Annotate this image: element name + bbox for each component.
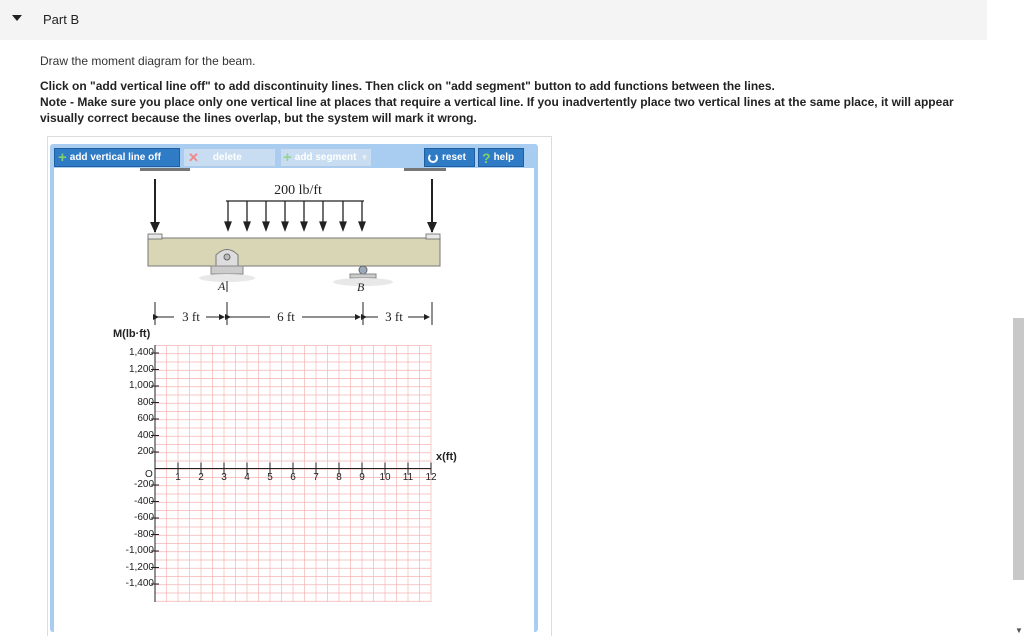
scroll-down-icon[interactable]: ▼	[1015, 626, 1023, 635]
y-tick-label: 600	[137, 413, 154, 424]
beam-end-plate-right	[426, 234, 440, 239]
instruction-click: Click on "add vertical line off" to add discontinuity lines. Then click on "add segment" button to add functions between the lines.	[40, 79, 775, 93]
x-axis-label: x(ft)	[436, 451, 457, 463]
y-tick-label: -1,200	[125, 561, 154, 573]
delete-x-icon: ✕	[188, 149, 199, 165]
y-tick-label: 400	[137, 429, 154, 441]
clipped-load-label-right	[404, 168, 446, 171]
y-tick-label: -200	[133, 479, 154, 490]
x-tick-label: 10	[379, 472, 391, 483]
help-question-icon: ?	[482, 149, 491, 166]
delete-label: delete	[212, 152, 242, 163]
y-tick-label: -400	[133, 495, 154, 507]
x-tick-label: 4	[244, 472, 250, 483]
x-tick-label: 8	[336, 472, 342, 483]
point-load-right-head	[427, 222, 437, 233]
instruction-text: Draw the moment diagram for the beam.	[40, 54, 256, 68]
dimension-label-1: 3 ft	[182, 309, 200, 324]
support-b-label: B	[357, 280, 365, 294]
page-scrollbar[interactable]	[1013, 318, 1024, 580]
beam-end-plate-left	[148, 234, 162, 239]
add-segment-label: add segment	[294, 152, 357, 163]
point-load-left-head	[150, 222, 160, 233]
reset-label: reset	[442, 152, 466, 163]
add-vertical-line-label: add vertical line off	[69, 152, 161, 163]
plus-icon: +	[58, 149, 67, 166]
y-tick-label: 1,000	[128, 380, 154, 391]
y-tick-label: -600	[133, 512, 154, 523]
y-tick-label: -1,400	[125, 578, 154, 589]
distributed-load-label: 200 lb/ft	[274, 183, 322, 198]
y-tick-label: 1,400	[128, 347, 154, 358]
x-tick-label: 6	[290, 472, 296, 483]
y-tick-label: -800	[133, 528, 154, 540]
part-title: Part B	[43, 12, 80, 27]
x-tick-label: 2	[198, 472, 204, 483]
beam	[148, 238, 440, 266]
x-tick-label: 5	[267, 472, 273, 483]
y-tick-label: 800	[137, 396, 154, 408]
chevron-down-icon: ▼	[360, 153, 369, 162]
instruction-note: Note - Make sure you place only one vertical line at places that require a vertical line. If you inadvertently place two vertical lines at the same place, it will appear visually correct because the lines overlap, but the system will mark it wrong.	[40, 95, 954, 125]
origin-label: O	[145, 469, 153, 480]
x-tick-label: 3	[221, 472, 227, 483]
x-tick-label: 9	[359, 472, 365, 483]
dimension-label-3: 3 ft	[385, 309, 403, 324]
plus-icon: +	[283, 149, 292, 166]
x-tick-label: 12	[425, 472, 437, 483]
x-tick-label: 1	[175, 472, 181, 483]
distributed-load-arrows	[225, 201, 365, 230]
dimension-label-2: 6 ft	[277, 309, 295, 324]
help-label: help	[493, 152, 515, 163]
y-tick-label: -1,000	[125, 545, 154, 556]
x-tick-label: 11	[402, 472, 414, 483]
clipped-load-label-left	[140, 168, 190, 171]
support-a-label: A	[218, 279, 226, 293]
x-tick-label: 7	[313, 472, 319, 483]
y-axis-label: M(lb·ft)	[113, 328, 151, 340]
y-tick-label: 200	[137, 446, 154, 457]
y-tick-label: 1,200	[128, 363, 154, 375]
